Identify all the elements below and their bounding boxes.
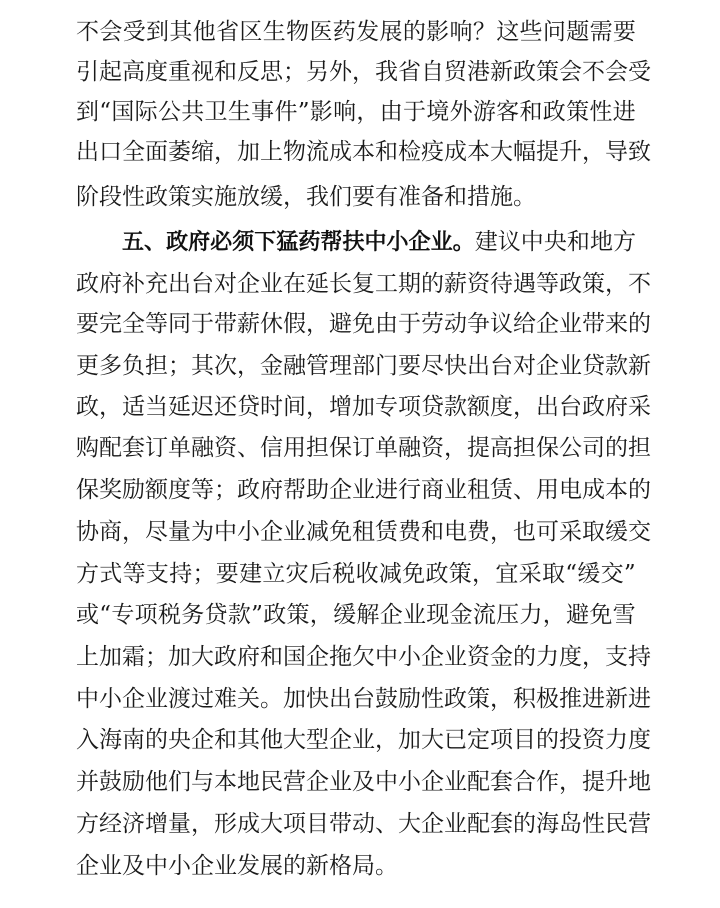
- paragraph-2-line-10: 或 “ 专 项 税 务 贷 款 ” 政 策 ， 缓 解 企 业 现 金 流 压 力 ， 避 免 雪: [76, 602, 636, 628]
- paragraph-2-line-13: 入 海 南 的 央 企 和 其 他 大 型 企 业 ， 加 大 已 定 项 目 的 投 资 力 度: [76, 727, 651, 753]
- paragraph-2-line-5: 政 ， 适 当 延 迟 还 贷 时 间 ， 增 加 专 项 贷 款 额 度 ， 出 台 政 府 采: [76, 394, 651, 420]
- paragraph-2-first-line-text: 建议中央和地方: [474, 229, 636, 255]
- paragraph-2-line-2: 政 府 补 充 出 台 对 企 业 在 延 长 复 工 期 的 薪 资 待 遇 等 政 策 ， 不: [76, 271, 651, 297]
- paragraph-2-line-11: 上 加 霜 ； 加 大 政 府 和 国 企 拖 欠 中 小 企 业 资 金 的 力 度 ， 支 持: [76, 644, 651, 670]
- paragraph-2-line-6: 购 配 套 订 单 融 资 、 信 用 担 保 订 单 融 资 ， 提 高 担 保 公 司 的 担: [76, 435, 651, 461]
- paragraph-1-line-3: 到 “ 国 际 公 共 卫 生 事 件 ” 影 响 ， 由 于 境 外 游 客 和 政 策 性 进: [76, 99, 636, 125]
- paragraph-1-line-1: 不 会 受 到 其 他 省 区 生 物 医 药 发 展 的 影 响 ？ 这 些 问 题 需 要: [76, 19, 636, 45]
- paragraph-2-first-line: [122, 222, 636, 262]
- paragraph-2-line-8: 协 商 ， 尽 量 为 中 小 企 业 减 免 租 赁 费 和 电 费 ， 也 可 采 取 缓 交: [76, 519, 651, 545]
- section-heading: 五、政府必须下猛药帮扶中小企业。: [122, 230, 475, 255]
- paragraph-2-line-9: 方 式 等 支 持 ； 要 建 立 灾 后 税 收 减 免 政 策 ， 宜 采 取 “ 缓 交 ”: [76, 561, 636, 587]
- paragraph-2-line-4: 更 多 负 担 ； 其 次 ， 金 融 管 理 部 门 要 尽 快 出 台 对 企 业 贷 款 新: [76, 353, 651, 379]
- paragraph-1-line-5: 阶段性政策实施放缓，我们要有准备和措施。: [76, 184, 536, 210]
- paragraph-2-line-14: 并 鼓 励 他 们 与 本 地 民 营 企 业 及 中 小 企 业 配 套 合 作 ， 提 升 地: [76, 769, 651, 795]
- paragraph-2-line-12: 中 小 企 业 渡 过 难 关 。 加 快 出 台 鼓 励 性 政 策 ， 积 极 推 进 新 进: [76, 686, 651, 712]
- paragraph-2-line-7: 保 奖 励 额 度 等 ； 政 府 帮 助 企 业 进 行 商 业 租 赁 、 用 电 成 本 的: [76, 477, 651, 503]
- paragraph-1-line-2: 引 起 高 度 重 视 和 反 思 ； 另 外 ， 我 省 自 贸 港 新 政 策 会 不 会 受: [76, 59, 651, 85]
- paragraph-2-line-3: 要 完 全 等 同 于 带 薪 休 假 ， 避 免 由 于 劳 动 争 议 给 企 业 带 来 的: [76, 311, 651, 337]
- paragraph-1-line-4: 出 口 全 面 萎 缩 ， 加 上 物 流 成 本 和 检 疫 成 本 大 幅 提 升 ， 导 致: [76, 139, 651, 165]
- paragraph-2-line-16: 企业及中小企业发展的新格局。: [76, 853, 398, 879]
- paragraph-2-line-15: 方 经 济 增 量 ， 形 成 大 项 目 带 动 、 大 企 业 配 套 的 海 岛 性 民 营: [76, 811, 651, 837]
